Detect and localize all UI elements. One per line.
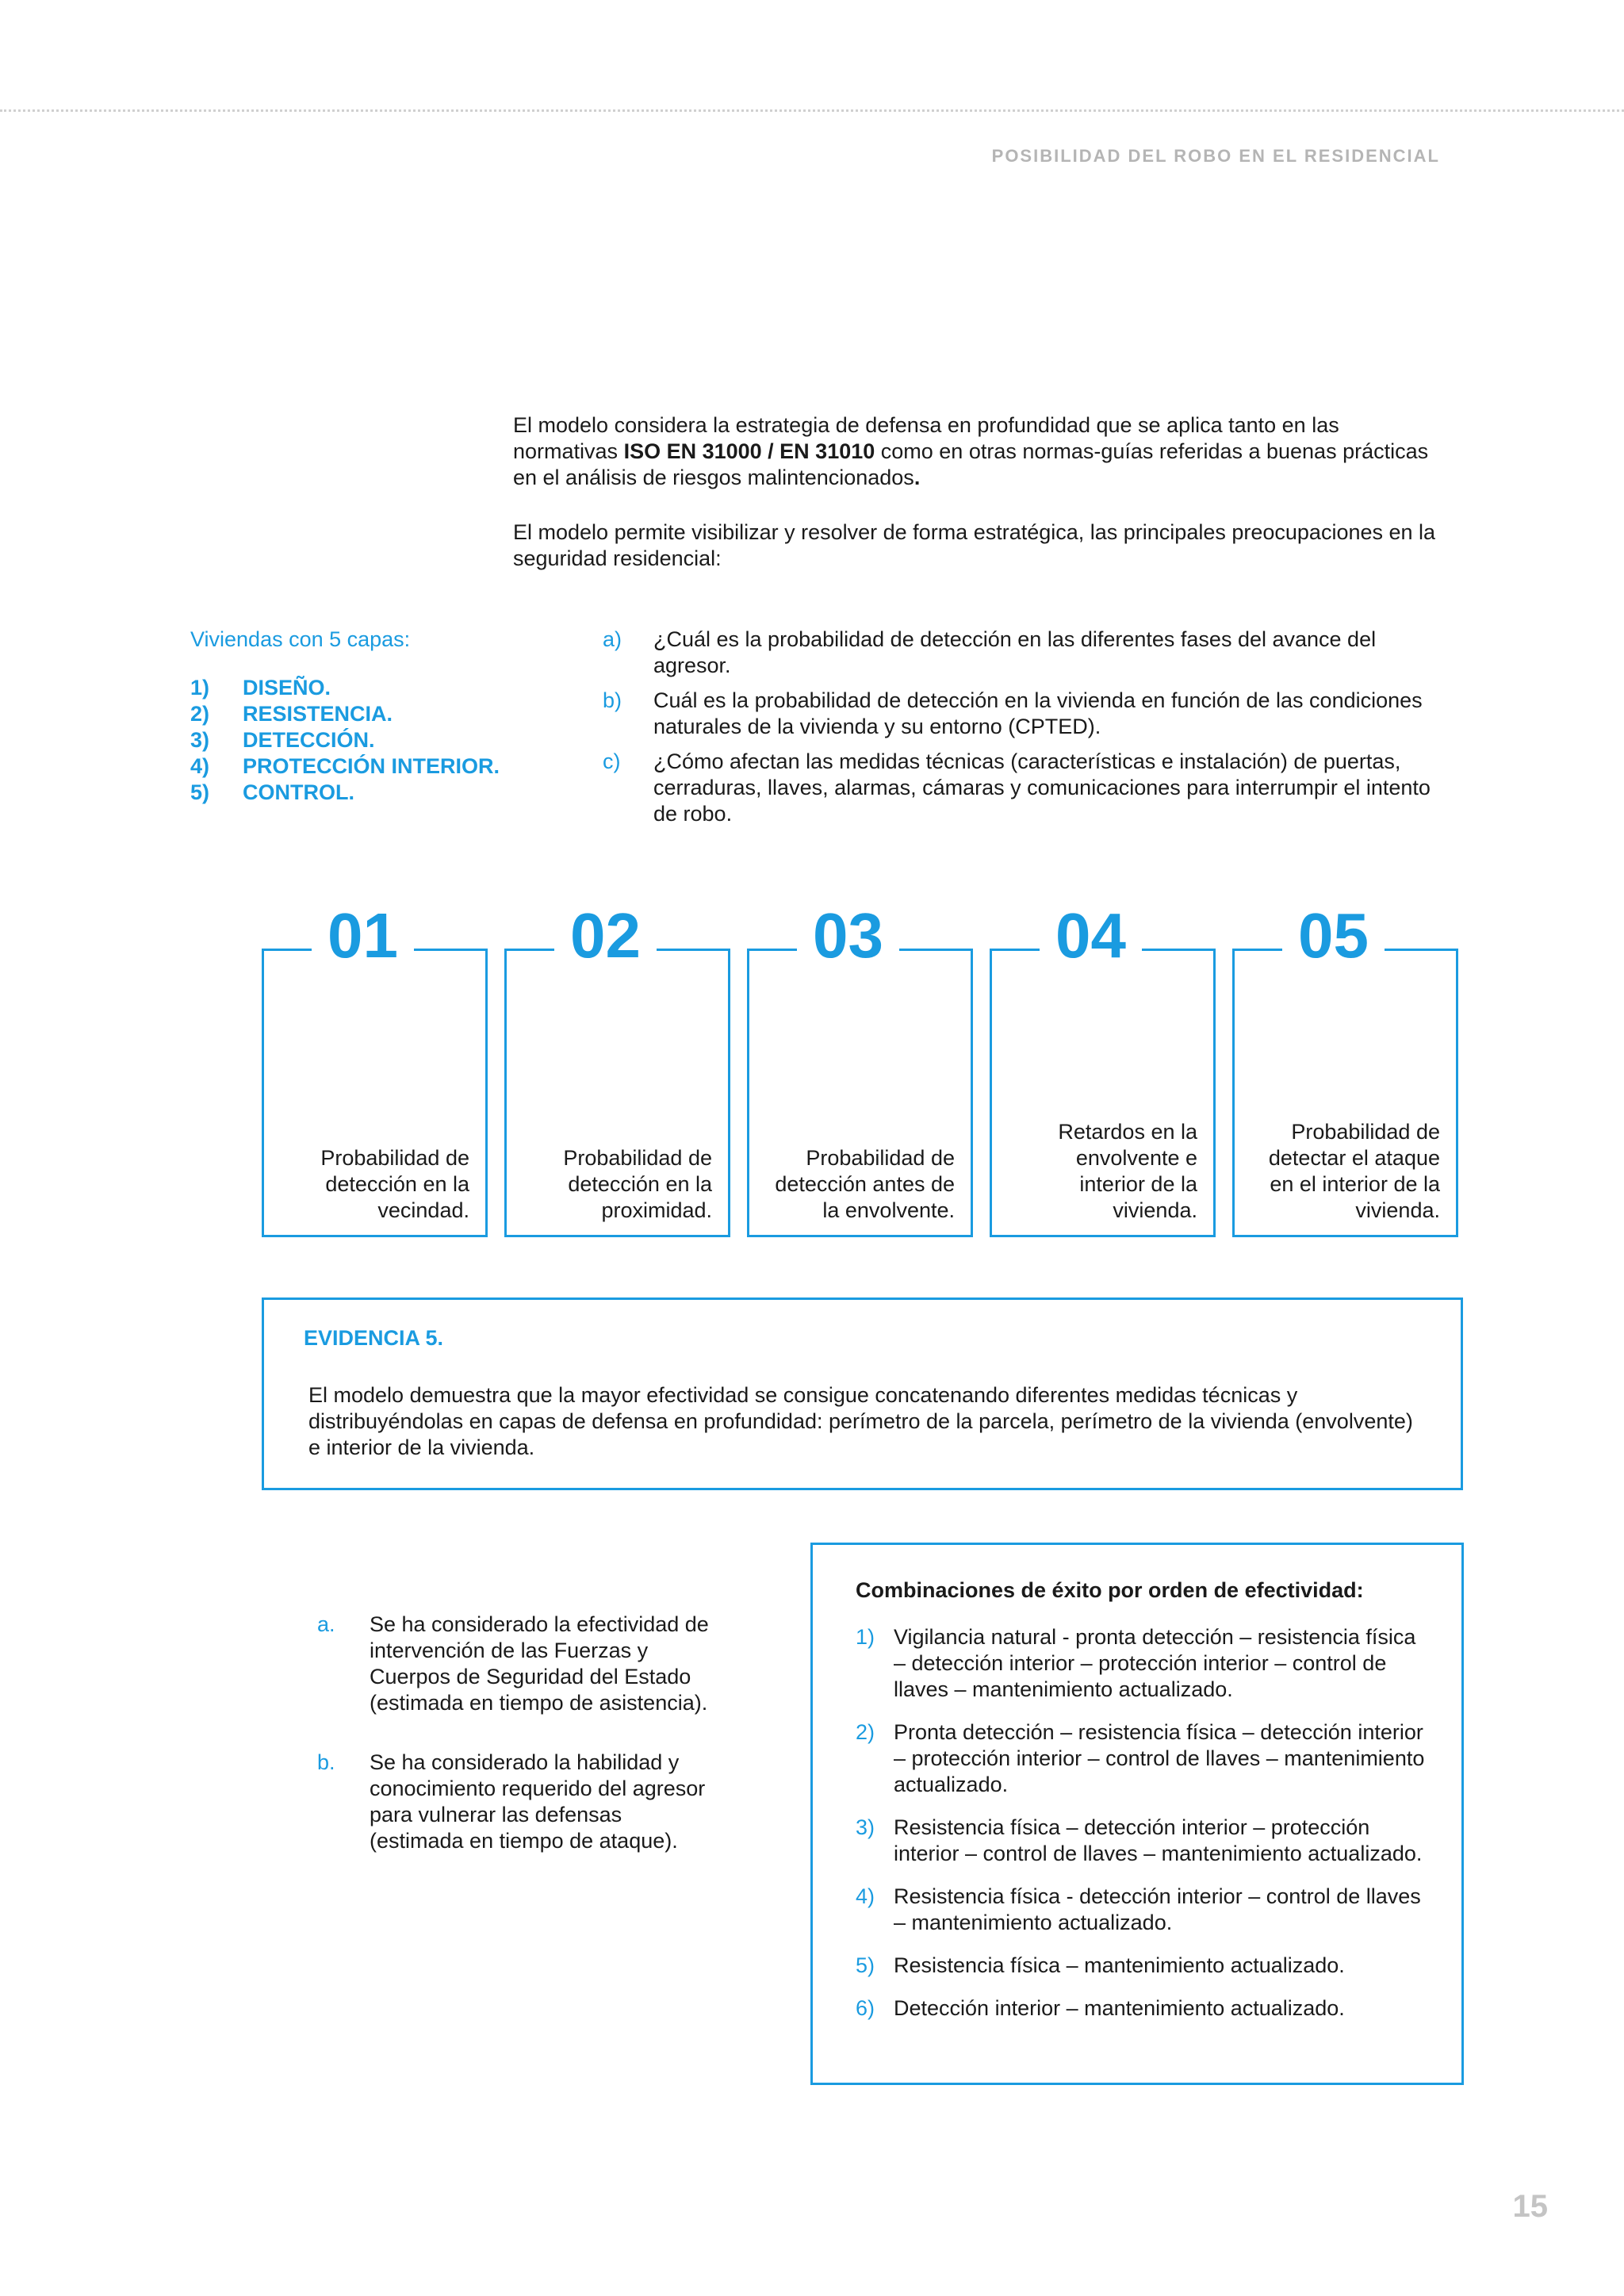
page-number: 15 xyxy=(1512,2189,1548,2224)
questions-list xyxy=(603,627,1451,836)
combinations-title: Combinaciones de éxito por orden de efectividad: xyxy=(856,1578,1364,1602)
layer-item: 1) DISEÑO. xyxy=(190,676,331,700)
evidence-body: El modelo demuestra que la mayor efectividad se consigue concatenando diferentes medidas técnicas y distribuyéndolas en capas de defensa en profundidad: perímetro de la parcela, perímetro de la vivienda (envolvente) e interior de la vivienda. xyxy=(308,1383,1413,1459)
phase-text: Retardos en la envolvente e interior de la vivienda. xyxy=(1058,1120,1197,1222)
phase-number: 04 xyxy=(1040,899,1142,973)
question-item: a) ¿Cuál es la probabilidad de detección en las diferentes fases del avance del agresor. xyxy=(603,627,1377,677)
layers-list xyxy=(190,627,523,806)
phase-text: Probabilidad de detección en la proximidad. xyxy=(563,1146,712,1222)
combination-item: 3) Resistencia física – detección interior – protección interior – control de llaves – mantenimiento actualizado. xyxy=(856,1815,1423,1865)
intro-text xyxy=(513,412,1449,600)
intro-paragraph-1: El modelo considera la estrategia de defensa en profundidad que se aplica tanto en las normativas ISO EN 31000 / EN 31010 como en otras normas-guías referidas a buenas prácticas en el análisis de riesgos malintencionados. xyxy=(513,413,1429,489)
layer-item: 3) DETECCIÓN. xyxy=(190,728,375,752)
phase-number: 05 xyxy=(1282,899,1385,973)
phase-number: 02 xyxy=(554,899,657,973)
notes-list xyxy=(317,1612,714,1888)
layer-item: 4) PROTECCIÓN INTERIOR. xyxy=(190,754,500,778)
phase-number: 03 xyxy=(797,899,899,973)
phase-text: Probabilidad de detectar el ataque en el interior de la vivienda. xyxy=(1268,1120,1440,1222)
phase-box-01 xyxy=(262,900,488,1237)
phase-box-04 xyxy=(990,900,1216,1237)
evidence-title: EVIDENCIA 5. xyxy=(304,1326,444,1350)
phase-text: Probabilidad de detección en la vecindad. xyxy=(320,1146,469,1222)
combination-item: 4) Resistencia física - detección interior – control de llaves – mantenimiento actualizado. xyxy=(856,1884,1421,1934)
top-dotted-rule xyxy=(0,109,1624,112)
combination-item: 5) Resistencia física – mantenimiento actualizado. xyxy=(856,1953,1345,1977)
phase-box-02 xyxy=(504,900,730,1237)
section-header: POSIBILIDAD DEL ROBO EN EL RESIDENCIAL xyxy=(991,146,1440,166)
phase-box-05 xyxy=(1232,900,1458,1237)
norm-reference: ISO EN 31000 / EN 31010 xyxy=(623,439,875,463)
phase-number: 01 xyxy=(312,899,414,973)
intro-paragraph-2: El modelo permite visibilizar y resolver de forma estratégica, las principales preocupaciones en la seguridad residencial: xyxy=(513,520,1436,570)
layers-title: Viviendas con 5 capas: xyxy=(190,627,411,651)
evidence-box xyxy=(262,1297,1463,1490)
combination-item: 2) Pronta detección – resistencia física – detección interior – protección interior – control de llaves – mantenimiento actualizado. xyxy=(856,1720,1425,1796)
combinations-box xyxy=(810,1543,1464,2085)
phase-box-03 xyxy=(747,900,973,1237)
phase-boxes xyxy=(262,896,1463,1245)
combination-item: 6) Detección interior – mantenimiento actualizado. xyxy=(856,1996,1345,2020)
layer-item: 2) RESISTENCIA. xyxy=(190,702,393,726)
note-item: b. Se ha considerado la habilidad y conocimiento requerido del agresor para vulnerar las defensas (estimada en tiempo de ataque). xyxy=(317,1750,706,1853)
layer-item: 5) CONTROL. xyxy=(190,780,354,804)
combination-item: 1) Vigilancia natural - pronta detección – resistencia física – detección interior – protección interior – control de llaves – mantenimiento actualizado. xyxy=(856,1625,1416,1701)
question-item: b) Cuál es la probabilidad de detección en la vivienda en función de las condiciones naturales de la vivienda y su entorno (CPTED). xyxy=(603,688,1423,738)
question-item: c) ¿Cómo afectan las medidas técnicas (características e instalación) de puertas, cerraduras, llaves, alarmas, cámaras y comunicaciones para interrumpir el intento de robo. xyxy=(603,749,1431,826)
phase-text: Probabilidad de detección antes de la envolvente. xyxy=(775,1146,955,1222)
note-item: a. Se ha considerado la efectividad de intervención de las Fuerzas y Cuerpos de Seguridad del Estado (estimada en tiempo de asistencia). xyxy=(317,1612,709,1715)
